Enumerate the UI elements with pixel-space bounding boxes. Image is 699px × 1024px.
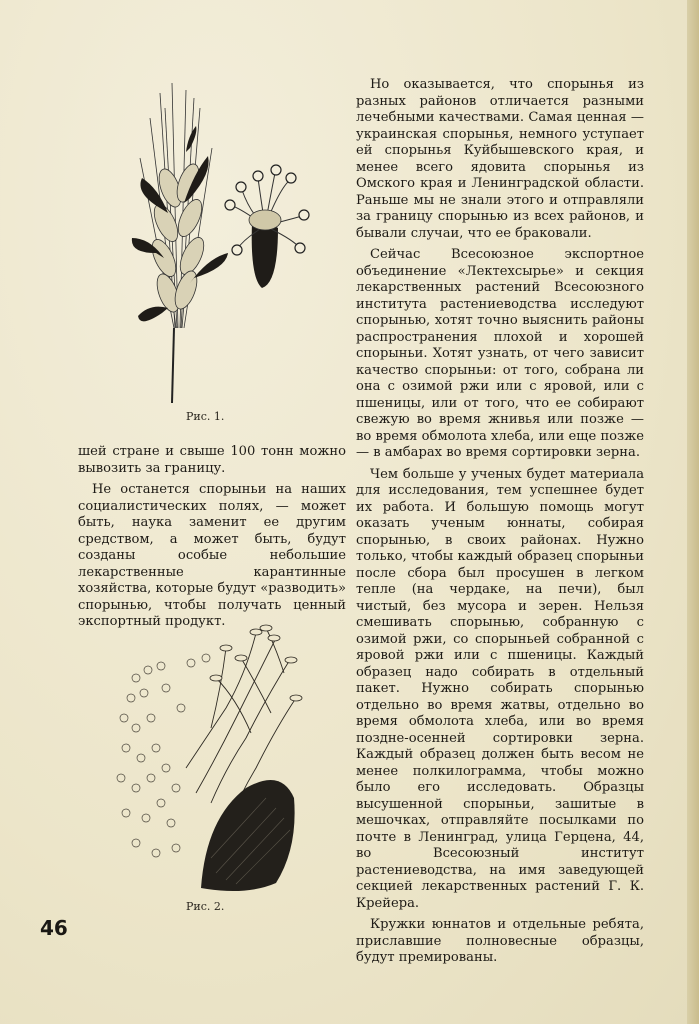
right-paragraph-4: Кружки юннатов и отдельные ребята, приславшие полновесные образцы, будут премированы. [356,917,644,965]
left-paragraph-2: Не останется спорыньи на наших социалистических полях, — может быть, наука заменит ее другим средством, а может быть, будут созданы особые небольшие лекарственные карантинные хозяйства, которые будут «разводить» спорынью, чтобы получать ценный экспортный продукт. [78,482,346,629]
right-column [356,77,644,972]
right-paragraph-2: Сейчас Всесоюзное экспортное объединение «Лектехсырье» и секция лекарственных растений Всесоюзного института растениеводства исследуют спорынью, хотят точно выяснить районы распространения плохой и хорошей спорыньи. Хотят узнать, от чего зависит качество спорыньи: от того, собрана ли она с озимой ржи или с яровой, или с пшеницы, или от того, что ее собирают свежую во время жнивья или позже — во время обмолота хлеба, или еще позже — в амбарах во время сортировки зерна. [356,247,644,460]
figure-1-illustration [120,78,320,408]
page-number: 46 [40,916,68,940]
right-paragraph-3: Чем больше у ученых будет материала для исследования, тем успешнее будет их работа. И большую помощь могут оказать ученым юннаты, собирая спорынью, в своих районах. Нужно только, чтобы каждый образец спорыньи после сбора был просушен в легком тепле (на чердаке, на печи), был чистый, без мусора и зерен. Нельзя смешивать спорынью, собранную с озимой ржи, со спорыньей собранной с яровой ржи или с пшеницы. Каждый образец надо собирать в отдельный пакет. Нужно собирать спорынью отдельно во время жатвы, отдельно во время обмолота хлеба, или во время поздне-осенней сортировки зерна. Каждый образец должен быть весом не менее полкилограмма, чтобы можно было его исследовать. Образцы высушенной спорыньи, зашитые в мешочках, отправляйте посылками по почте в Ленинград, улица Герцена, 44, во Всесоюзный институт растениеводства, на имя заведующей секцией лекарственных растений Г. К. Крейера. [356,466,644,911]
figure-2-illustration [106,618,306,896]
page-edge [687,0,699,1024]
left-paragraph-1: шей стране и свыше 100 тонн можно вывозить за границу. [78,444,346,476]
figure-2-caption: Рис. 2. [186,900,225,913]
left-column [78,444,346,636]
figure-1-caption: Рис. 1. [186,410,225,423]
right-paragraph-1: Но оказывается, что спорынья из разных районов отличается разными лечебными качествами. Самая ценная — украинская спорынья, немного уступает ей спорынья Куйбышевского края, и менее всего ядовита спорынья из Омского края и Ленинградской области. Раньше мы не знали этого и отправляли за границу спорынью из всех районов, и бывали случаи, что ее браковали. [356,77,644,241]
